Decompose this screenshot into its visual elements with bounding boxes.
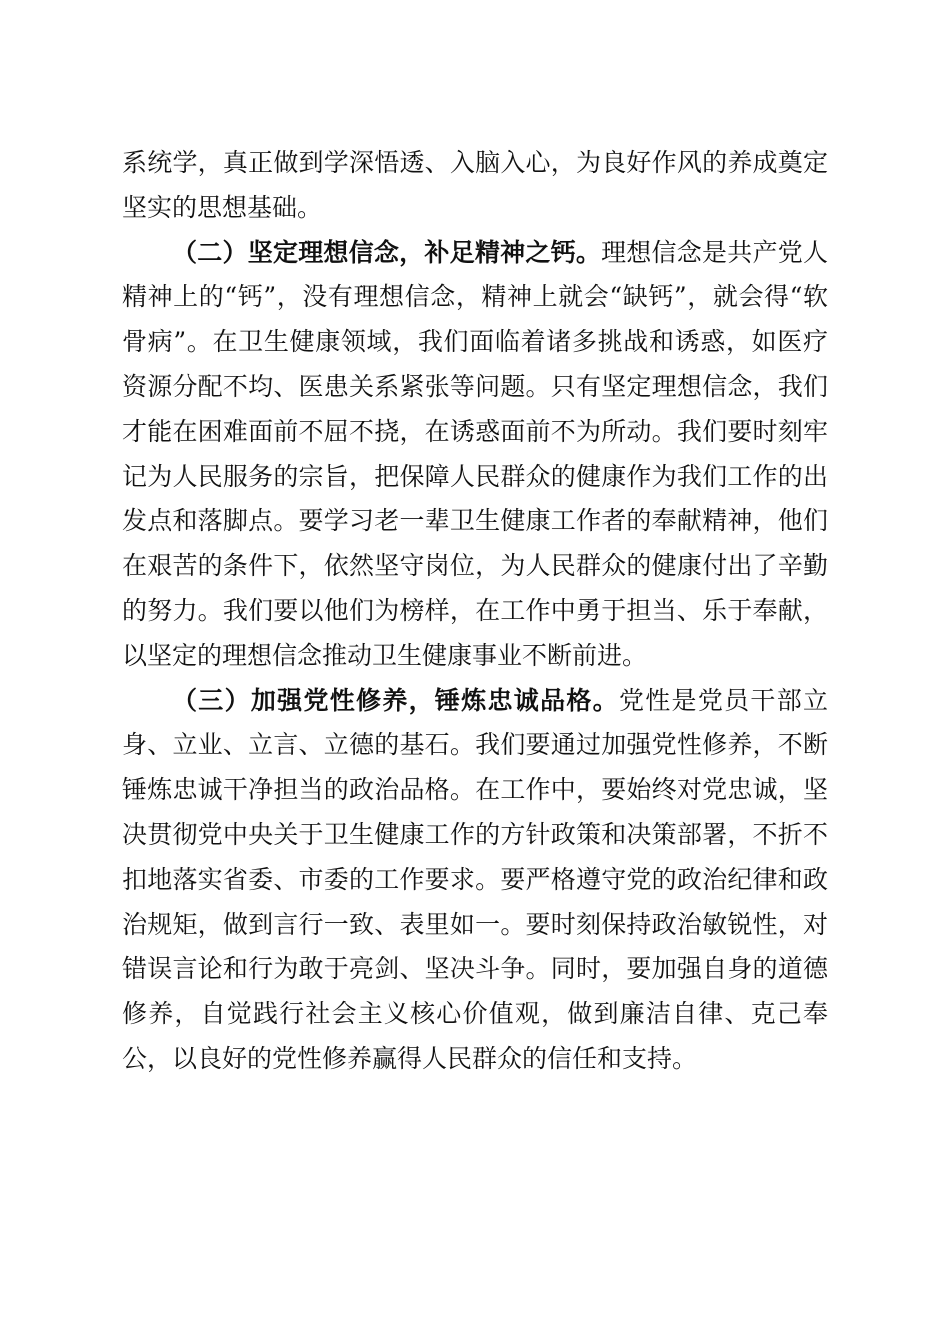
paragraph-text: 系统学，真正做到学深悟透、入脑入心，为良好作风的养成奠定坚实的思想基础。 — [122, 148, 828, 222]
paragraph-text: 理想信念是共产党人精神上的“钙”，没有理想信念，精神上就会“缺钙”，就会得“软骨病”。在卫生健康领域，我们面临着诸多挑战和诱惑，如医疗资源分配不均、医患关系紧张等问题。只有坚定理想信念，我们才能在困难面前不屈不挠，在诱惑面前不为所动。我们要时刻牢记为人民服务的宗旨，把保障人民群众的健康作为我们工作的出发点和落脚点。要学习老一辈卫生健康工作者的奉献精神，他们在艰苦的条件下，依然坚守岗位，为人民群众的健康付出了辛勤的努力。我们要以他们为榜样，在工作中勇于担当、乐于奉献，以坚定的理想信念推动卫生健康事业不断前进。 — [122, 237, 828, 670]
document-body — [122, 141, 828, 1082]
section-heading: （二）坚定理想信念，补足精神之钙。 — [172, 237, 602, 267]
paragraph-continued — [122, 141, 828, 231]
paragraph-section-2 — [122, 231, 828, 679]
paragraph-section-3 — [122, 679, 828, 1082]
section-heading: （三）加强党性修养，锤炼忠诚品格。 — [172, 685, 619, 715]
paragraph-text: 党性是党员干部立身、立业、立言、立德的基石。我们要通过加强党性修养，不断锤炼忠诚干净担当的政治品格。在工作中，要始终对党忠诚，坚决贯彻党中央关于卫生健康工作的方针政策和决策部署，不折不扣地落实省委、市委的工作要求。要严格遵守党的政治纪律和政治规矩，做到言行一致、表里如一。要时刻保持政治敏锐性，对错误言论和行为敢于亮剑、坚决斗争。同时，要加强自身的道德修养，自觉践行社会主义核心价值观，做到廉洁自律、克己奉公，以良好的党性修养赢得人民群众的信任和支持。 — [122, 685, 828, 1073]
